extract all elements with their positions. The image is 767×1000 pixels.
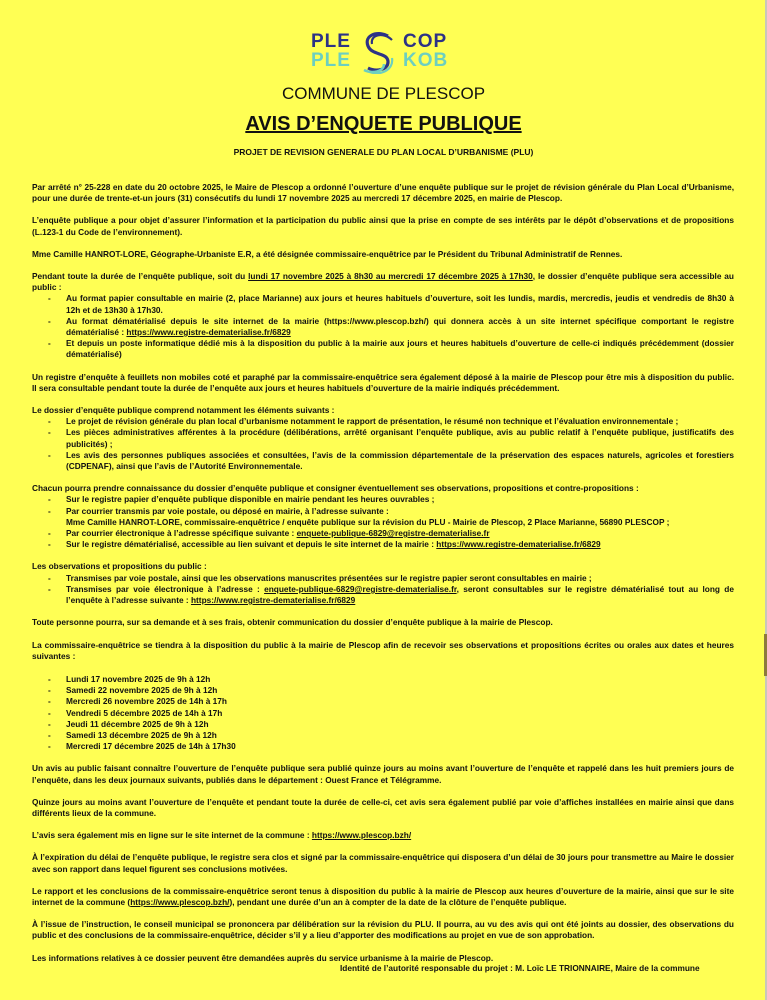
logo-text-ple-breton: PLE [311,50,351,71]
logo-s-swirl-icon [358,30,398,74]
list-item: - Transmises par voie postale, ainsi que les observations manuscrites présentées sur le registre papier seront consultables en mairie ; [66,573,734,584]
plescop-website-link[interactable]: https://www.plescop.bzh/ [130,896,230,907]
list-item: - Transmises par voie électronique à l’adresse : enquete-publique-6829@registre-dematerialise.fr, seront consultables sur le registre dématérialisé tout au long de l’enquête à l’adresse suivante : https://www.registre-dematerialise.fr/6829 [66,584,734,606]
page-title: AVIS D’ENQUETE PUBLIQUE [245,113,522,135]
paragraph-arrete: Par arrêté n° 25-228 en date du 20 octobre 2025, le Maire de Plescop a ordonné l’ouverture d’une enquête publique sur le projet de révision générale du Plan Local d’Urbanisme, pour une durée de trente-et-un jours (31) consécutifs du lundi 17 novembre 2025 au mercredi 17 décembre 2025, en mairie de Plescop. [32,182,734,204]
paragraph-cloture: À l’expiration du délai de l’enquête publique, le registre sera clos et signé par la commissaire-enquêtrice qui disposera d’un délai de 30 jours pour transmettre au Maire le dossier avec son rapport dans lequel figurent ses conclusions motivées. [32,852,734,874]
permanence-date: - Samedi 13 décembre 2025 de 9h à 12h [66,730,734,741]
observations-list [32,573,734,607]
paragraph-permanences: La commissaire-enquêtrice se tiendra à la disposition du public à la mairie de Plescop afin de recevoir ses observations et propositions écrites ou orales aux dates et heures suivantes : [32,639,734,661]
permanence-date: - Vendredi 5 décembre 2025 de 14h à 17h [66,708,734,719]
paragraph-registre-papier: Un registre d’enquête à feuillets non mobiles coté et paraphé par la commissaire-enquêtrice sera également déposé à la mairie de Plescop pour être mis à disposition du public. Il sera consultable pendant toute la durée de l’enquête aux jours et heures habituels d’ouverture de la mairie indiqués précédemment. [32,371,734,393]
paragraph-instruction: À l’issue de l’instruction, le conseil municipal se prononcera par délibération sur la révision du PLU. Il pourra, au vu des avis qui ont été joints au dossier, des observations du public et des conclusions de la commissaire-enquêtrice, décider s’il y a lieu d’apporter des modifications au projet en vue de son approbation. [32,919,734,941]
paragraph-accessibility: Pendant toute la durée de l’enquête publique, soit du lundi 17 novembre 2025 à 8h30 au mercredi 17 décembre 2025 à 17h30, le dossier d’enquête publique sera accessible au public : [32,271,734,293]
registre-link[interactable]: https://www.registre-dematerialise.fr/6829 [190,595,356,606]
plescop-website-link[interactable]: https://www.plescop.bzh/ [311,830,412,841]
permanence-date: - Jeudi 11 décembre 2025 de 9h à 12h [66,719,734,730]
observation-methods-list [32,494,734,550]
list-item: - Sur le registre papier d’enquête publique disponible en mairie pendant les heures ouvrables ; [66,494,734,505]
plescop-logo [311,32,461,74]
email-link[interactable]: enquete-publique-6829@registre-dematerialise.fr [264,583,457,594]
commune-heading: COMMUNE DE PLESCOP [281,84,486,103]
paragraph-publication-press: Un avis au public faisant connaître l’ouverture de l’enquête publique sera publié quinze jours au moins avant l’ouverture de l’enquête et rappelé dans les huit premiers jours de l’enquête, dans les deux journaux suivants, publiés dans le département : Ouest France et Télégramme. [32,763,734,785]
dossier-list [32,416,734,472]
list-item: - Sur le registre dématérialisé, accessible au lien suivant et depuis le site internet de la mairie : https://www.registre-dematerialise.fr/6829 [66,539,734,550]
page-subtitle: PROJET DE REVISION GENERALE DU PLAN LOCAL D’URBANISME (PLU) [233,147,534,157]
list-item: - Par courrier transmis par voie postale, ou déposé en mairie, à l’adresse suivante : Mme Camille HANROT-LORE, commissaire-enquêtrice / enquête publique sur la révision du PLU - Mairie de Plescop, 2 Place Marianne, 56890 PLESCOP ; [66,506,734,528]
permanences-list [32,674,734,752]
paragraph-observations: Les observations et propositions du public : [32,561,207,572]
list-item: - Le projet de révision générale du plan local d’urbanisme notamment le rapport de présentation, le résumé non technique et l’évaluation environnementale ; [66,416,734,427]
paragraph-commissaire: Mme Camille HANROT-LORE, Géographe-Urbaniste E.R, a été désignée commissaire-enquêtrice par le Président du Tribunal Administratif de Rennes. [32,248,623,259]
list-item: - Les avis des personnes publiques associées et consultées, l’avis de la commission départementale de la préservation des espaces naturels, agricoles et forestiers (CDPENAF), ainsi que l’avis de l’Autorité Environnementale. [66,450,734,472]
registre-link[interactable]: https://www.registre-dematerialise.fr/6829 [126,327,291,338]
notice-body [32,182,734,975]
list-item: - Au format papier consultable en mairie (2, place Marianne) aux jours et heures habituels d’ouverture, soit les lundis, mardis, mercredis, jeudis et vendredis de 8h30 à 12h et de 13h30 à 17h30. [66,293,734,315]
paragraph-affichage: Quinze jours au moins avant l’ouverture de l’enquête et pendant toute la durée de celle-ci, cet avis sera également publié par voie d’affiches installées en mairie ainsi que dans différents lieux de la commune. [32,796,734,818]
logo-text-kob: KOB [403,50,449,71]
permanence-date: - Mercredi 26 novembre 2025 de 14h à 17h [66,696,734,707]
paragraph-consultation: Chacun pourra prendre connaissance du dossier d’enquête publique et consigner éventuellement ses observations, propositions et contre-propositions : [32,483,639,494]
logo-text-cop: COP [403,31,448,52]
paragraph-online: L’avis sera également mis en ligne sur le site internet de la commune : https://www.plescop.bzh/ [32,830,412,841]
access-list [32,293,734,360]
signature-line: Identité de l’autorité responsable du projet : M. Loïc LE TRIONNAIRE, Maire de la commune [340,963,700,973]
paragraph-dossier-contents: Le dossier d’enquête publique comprend notamment les éléments suivants : [32,405,335,416]
permanence-date: - Lundi 17 novembre 2025 de 9h à 12h [66,674,734,685]
email-link[interactable]: enquete-publique-6829@registre-dematerialise.fr [296,528,490,539]
permanence-date: - Mercredi 17 décembre 2025 de 14h à 17h30 [66,741,734,752]
paragraph-objet: L’enquête publique a pour objet d’assurer l’information et la participation du public ainsi que la prise en compte de ses intérêts par le dépôt d’observations et de propositions (L.123-1 du Code de l’environnement). [32,215,734,237]
list-item: - Au format dématérialisé depuis le site internet de la mairie (https://www.plescop.bzh/) qui donnera accès à un site internet spécifique comportant le registre dématérialisé : https://www.registre-dematerialise.fr/6829 [66,316,734,338]
paragraph-communication: Toute personne pourra, sur sa demande et à ses frais, obtenir communication du dossier d’enquête publique à la mairie de Plescop. [32,617,553,628]
list-item: - Par courrier électronique à l’adresse spécifique suivante : enquete-publique-6829@registre-dematerialise.fr [66,528,734,539]
registre-link[interactable]: https://www.registre-dematerialise.fr/6829 [436,539,601,550]
paragraph-rapport: Le rapport et les conclusions de la commissaire-enquêtrice seront tenus à disposition du public à la mairie de Plescop aux heures d’ouverture de la mairie, ainsi que sur le site internet de la commune (https://www.plescop.bzh/), pendant une durée d’un an à compter de la date de la clôture de l’enquête publique. [32,885,734,907]
logo-text-ple: PLE [311,31,351,52]
list-item: - Et depuis un poste informatique dédié mis à la disposition du public à la mairie aux jours et heures habituels d’ouverture de celle-ci indiqués précédemment (dossier dématérialisé) [66,338,734,360]
list-item: - Les pièces administratives afférentes à la procédure (délibérations, arrêté organisant l’enquête publique, avis au public relatif à l’enquête publique, justificatifs des publicités) ; [66,427,734,449]
permanence-date: - Samedi 22 novembre 2025 de 9h à 12h [66,685,734,696]
paragraph-informations: Les informations relatives à ce dossier peuvent être demandées auprès du service urbanisme à la mairie de Plescop. [32,952,494,963]
enquiry-period-underlined: lundi 17 novembre 2025 à 8h30 au mercredi 17 décembre 2025 à 17h30 [248,271,533,282]
